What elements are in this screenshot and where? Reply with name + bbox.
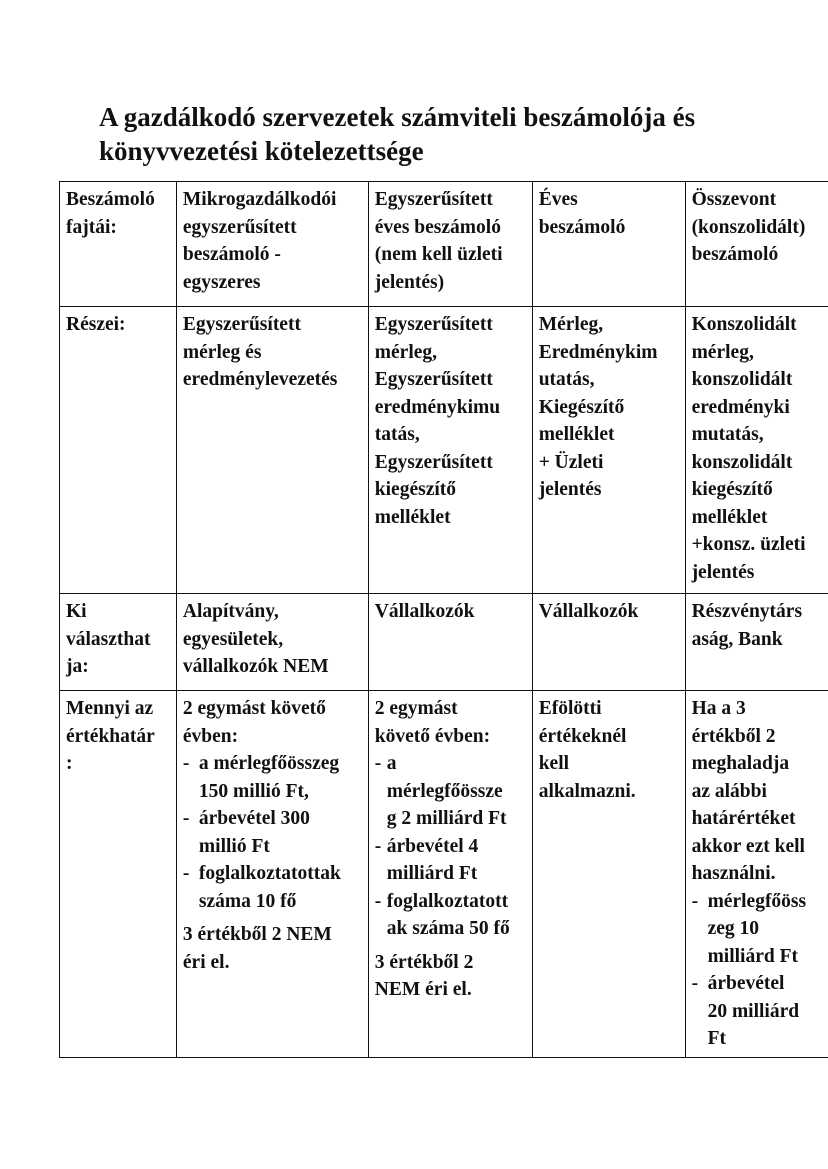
cell-text-line: - árbevétel 4 bbox=[386, 835, 479, 857]
cell-text-line: az alábbi bbox=[691, 780, 767, 802]
cell-text-line: mutatás, bbox=[691, 424, 764, 445]
threshold-item bbox=[183, 860, 364, 915]
cell-intro bbox=[692, 695, 824, 888]
cell-text-line: évben: bbox=[182, 725, 239, 747]
cell-text-line: mérlegfőössze bbox=[386, 780, 503, 802]
cell-text-line: millió Ft bbox=[198, 835, 270, 857]
cell-text-line: Ki bbox=[66, 601, 87, 622]
cell-text-line: 3 értékből 2 bbox=[374, 951, 474, 973]
cell-note bbox=[375, 949, 528, 1004]
cell-text-line: Mikrogazdálkodói bbox=[182, 189, 337, 210]
cell-text-line: egyesületek, bbox=[182, 628, 284, 650]
cell-text-line: eredménylevezetés bbox=[182, 369, 338, 390]
cell-text-line: Egyszerűsített bbox=[374, 451, 493, 473]
report-types-table bbox=[59, 181, 828, 1058]
cell-text-line: Egyszerűsített bbox=[374, 189, 493, 210]
cell-text-line: egyszeres bbox=[182, 271, 261, 293]
cell-text-line: beszámoló bbox=[691, 244, 779, 265]
cell-text-line: Efölötti bbox=[538, 698, 602, 719]
cell-ertekhatar-c1 bbox=[176, 691, 368, 1058]
cell-valaszthatja-c4 bbox=[685, 594, 828, 691]
cell-valaszthatja-c2 bbox=[368, 594, 532, 691]
threshold-list bbox=[375, 750, 528, 943]
cell-text-line: Vállalkozók bbox=[538, 601, 639, 622]
cell-header-c4 bbox=[685, 182, 828, 307]
table-row-header bbox=[60, 182, 828, 307]
cell-text-line: Egyszerűsített bbox=[182, 314, 301, 335]
cell-text-line: jelentés bbox=[538, 479, 602, 500]
cell-text-line: konszolidált bbox=[691, 369, 793, 390]
cell-text-line: Mérleg, bbox=[538, 314, 604, 335]
cell-text-line: Kiegészítő bbox=[538, 396, 625, 418]
cell-text-line: - mérlegfőöss bbox=[707, 890, 807, 912]
cell-text-line: kiegészítő bbox=[374, 479, 457, 500]
cell-text-line: alkalmazni. bbox=[538, 780, 636, 802]
cell-header-c2 bbox=[368, 182, 532, 307]
cell-text-line: Alapítvány, bbox=[182, 601, 279, 622]
cell-text-line: Részei: bbox=[66, 314, 126, 335]
cell-text-line: kell bbox=[538, 753, 570, 774]
cell-text-line: - árbevétel bbox=[707, 973, 785, 994]
cell-header-c3 bbox=[532, 182, 685, 307]
cell-text-line: mérleg, bbox=[374, 341, 438, 363]
cell-text-line: beszámoló - bbox=[182, 244, 281, 265]
cell-text-line: zeg 10 bbox=[707, 918, 759, 939]
threshold-list bbox=[692, 888, 824, 1053]
cell-text-line: tatás, bbox=[374, 424, 420, 445]
cell-text-line: (konszolidált) bbox=[691, 216, 806, 238]
cell-text-line: konszolidált bbox=[691, 451, 793, 473]
cell-text-line: : bbox=[66, 753, 73, 774]
cell-text-line: meghaladja bbox=[691, 753, 790, 774]
cell-header-c1 bbox=[176, 182, 368, 307]
cell-note bbox=[183, 921, 364, 976]
cell-text-line: milliárd Ft bbox=[386, 863, 478, 884]
cell-ertekhatar-c4 bbox=[685, 691, 828, 1058]
cell-text-line: mérleg és bbox=[182, 341, 262, 363]
threshold-item bbox=[375, 888, 528, 943]
cell-text-line: használni. bbox=[691, 863, 776, 884]
cell-text-line: - foglalkoztatott bbox=[386, 890, 509, 912]
cell-text-line: választhat bbox=[66, 628, 151, 650]
cell-text-line: g 2 milliárd Ft bbox=[386, 808, 507, 829]
cell-text-line: értékből 2 bbox=[691, 725, 776, 747]
cell-text-line: - árbevétel 300 bbox=[198, 808, 310, 829]
cell-ertekhatar-c3 bbox=[532, 691, 685, 1058]
cell-text-line: Eredménykim bbox=[538, 341, 658, 363]
cell-text-line: eredményki bbox=[691, 396, 790, 418]
cell-text-line: Egyszerűsített bbox=[374, 314, 493, 335]
cell-text-line: milliárd Ft bbox=[707, 945, 799, 967]
cell-text-line: fajtái: bbox=[66, 216, 117, 238]
cell-reszei-c2 bbox=[368, 307, 532, 594]
threshold-item bbox=[183, 805, 364, 860]
cell-ertekhatar-c2 bbox=[368, 691, 532, 1058]
cell-text-line: melléklet bbox=[538, 424, 615, 445]
cell-text-line: Egyszerűsített bbox=[374, 369, 493, 390]
cell-text-line: Ft bbox=[707, 1028, 726, 1049]
cell-header-c0 bbox=[60, 182, 177, 307]
cell-text-line: + Üzleti bbox=[538, 451, 604, 473]
cell-text-line: határértéket bbox=[691, 808, 796, 829]
cell-text-line: ja: bbox=[66, 656, 89, 677]
cell-text-line: Összevont bbox=[691, 189, 777, 210]
cell-intro bbox=[375, 695, 528, 750]
threshold-item bbox=[692, 970, 824, 1053]
cell-valaszthatja-c1 bbox=[176, 594, 368, 691]
cell-text-line: Részvénytárs bbox=[691, 601, 803, 622]
cell-text-line: követő évben: bbox=[374, 725, 491, 747]
cell-text-line: száma 10 fő bbox=[198, 890, 297, 912]
cell-text-line: éves beszámoló bbox=[374, 216, 501, 238]
cell-valaszthatja-c0 bbox=[60, 594, 177, 691]
threshold-item bbox=[692, 888, 824, 971]
cell-reszei-c4 bbox=[685, 307, 828, 594]
cell-text-line: értékhatár bbox=[66, 725, 155, 747]
cell-intro bbox=[183, 695, 364, 750]
cell-text-line: NEM éri el. bbox=[374, 979, 472, 1000]
threshold-item bbox=[183, 750, 364, 805]
cell-text-line: melléklet bbox=[691, 506, 768, 528]
cell-text-line: beszámoló bbox=[538, 216, 626, 238]
cell-text-line: ak száma 50 fő bbox=[386, 918, 510, 939]
cell-text-line: jelentés bbox=[691, 561, 755, 583]
cell-text-line: aság, Bank bbox=[691, 628, 783, 650]
threshold-item bbox=[375, 750, 528, 833]
cell-text-line: utatás, bbox=[538, 369, 595, 390]
cell-text-line: Ha a 3 bbox=[691, 698, 746, 719]
threshold-item bbox=[375, 833, 528, 888]
cell-text-line: eredménykimu bbox=[374, 396, 501, 418]
cell-reszei-c1 bbox=[176, 307, 368, 594]
document-title: A gazdálkodó szervezetek számviteli beszámolója és könyvvezetési kötelezettsége bbox=[99, 102, 696, 166]
table-row-ertekhatar bbox=[60, 691, 828, 1058]
cell-text-line: Vállalkozók bbox=[374, 601, 475, 622]
cell-text-line: Beszámoló bbox=[66, 189, 155, 210]
cell-text-line: Mennyi az bbox=[66, 698, 154, 719]
table-row-reszei bbox=[60, 307, 828, 594]
cell-text-line: 2 egymást követő bbox=[182, 698, 326, 719]
cell-text-line: akkor ezt kell bbox=[691, 835, 805, 857]
cell-text-line: - a mérlegfőösszeg bbox=[198, 753, 340, 774]
cell-text-line: melléklet bbox=[374, 506, 451, 528]
threshold-list bbox=[183, 750, 364, 915]
cell-reszei-c0 bbox=[60, 307, 177, 594]
cell-text-line: kiegészítő bbox=[691, 479, 773, 500]
cell-text-line: (nem kell üzleti bbox=[374, 244, 503, 265]
cell-text-line: +konsz. üzleti bbox=[691, 534, 806, 555]
cell-valaszthatja-c3 bbox=[532, 594, 685, 691]
cell-text-line: Konszolidált bbox=[691, 314, 797, 335]
cell-text-line: 20 milliárd bbox=[707, 1000, 800, 1022]
cell-text-line: - foglalkoztatottak bbox=[198, 863, 341, 884]
cell-text-line: vállalkozók NEM bbox=[182, 656, 329, 677]
cell-text-line: 3 értékből 2 NEM bbox=[182, 924, 332, 945]
cell-reszei-c3 bbox=[532, 307, 685, 594]
cell-text-line: egyszerűsített bbox=[182, 216, 297, 238]
cell-text-line: 2 egymást bbox=[374, 698, 458, 719]
cell-text-line: értékeknél bbox=[538, 725, 627, 747]
cell-text-line: - a bbox=[386, 753, 397, 774]
cell-text-line: éri el. bbox=[182, 951, 230, 973]
cell-text-line: Éves bbox=[538, 189, 578, 210]
cell-ertekhatar-c0 bbox=[60, 691, 177, 1058]
cell-text-line: jelentés) bbox=[374, 271, 445, 293]
table-row-valaszthatja bbox=[60, 594, 828, 691]
cell-text-line: mérleg, bbox=[691, 341, 754, 363]
cell-text-line: 150 millió Ft, bbox=[198, 780, 309, 802]
